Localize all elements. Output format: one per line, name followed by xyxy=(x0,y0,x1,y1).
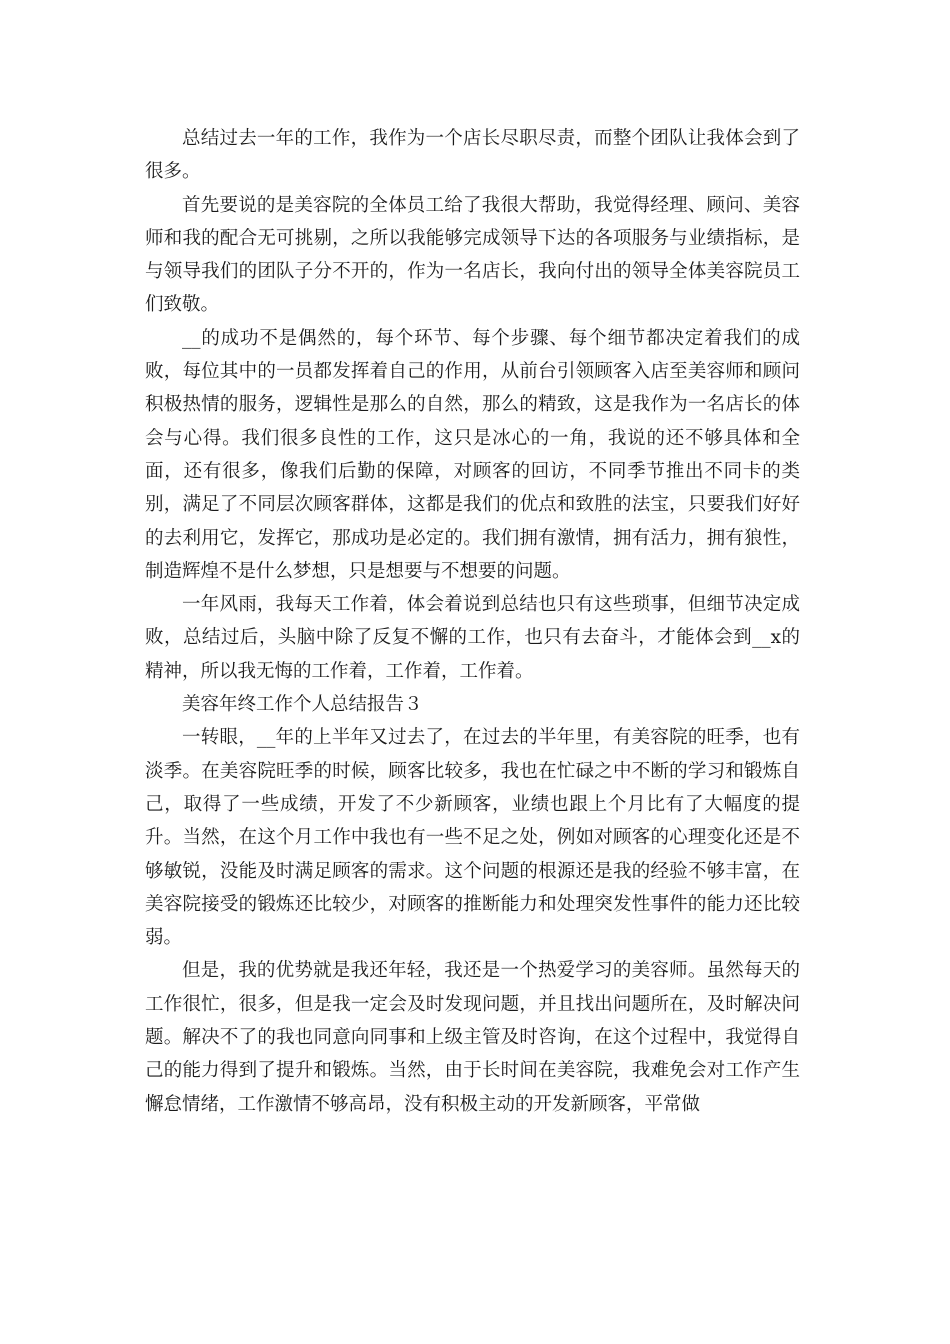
paragraph-success-details: __的成功不是偶然的，每个环节、每个步骤、每个细节都决定着我们的成败，每位其中的一员都发挥着自己的作用，从前台引领顾客入店至美容师和顾问积极热情的服务，逻辑性是那么的自然，那么的精致，这是我作为一名店长的体会与心得。我们很多良性的工作，这只是冰心的一角，我说的还不够具体和全面，还有很多，像我们后勤的保障，对顾客的回访，不同季节推出不同卡的类别，满足了不同层次顾客群体，这都是我们的优点和致胜的法宝，只要我们好好的去利用它，发挥它，那成功是必定的。我们拥有激情，拥有活力，拥有狼性，制造辉煌不是什么梦想，只是想要与不想要的问题。 xyxy=(145,327,800,582)
document-body xyxy=(145,122,800,1121)
paragraph-advantages: 但是，我的优势就是我还年轻，我还是一个热爱学习的美容师。虽然每天的工作很忙，很多，但是我一定会及时发现问题，并且找出问题所在，及时解决问题。解决不了的我也同意向同事和上级主管及时咨询，在这个过程中，我觉得自己的能力得到了提升和锻炼。当然，由于长时间在美容院，我难免会对工作产生懈怠情绪，工作激情不够高昂，没有积极主动的开发新顾客，平常做 xyxy=(145,960,800,1115)
section-heading: 美容年终工作个人总结报告３ xyxy=(182,694,423,716)
paragraph-half-year: 一转眼，__年的上半年又过去了，在过去的半年里，有美容院的旺季，也有淡季。在美容院旺季的时候，顾客比较多，我也在忙碌之中不断的学习和锻炼自己，取得了一些成绩，开发了不少新顾客，业绩也跟上个月比有了大幅度的提升。当然，在这个月工作中我也有一些不足之处，例如对顾客的心理变化还是不够敏锐，没能及时满足顾客的需求。这个问题的根源还是我的经验不够丰富，在美容院接受的锻炼还比较少，对顾客的推断能力和处理突发性事件的能力还比较弱。 xyxy=(145,727,800,949)
paragraph-summary-intro: 总结过去一年的工作，我作为一个店长尽职尽责，而整个团队让我体会到了很多。 xyxy=(145,128,800,183)
paragraph-year-reflection: 一年风雨，我每天工作着，体会着说到总结也只有这些琐事，但细节决定成败，总结过后，头脑中除了反复不懈的工作，也只有去奋斗，才能体会到__x的精神，所以我无悔的工作着，工作着，工作着。 xyxy=(145,594,800,682)
paragraph-staff-thanks: 首先要说的是美容院的全体员工给了我很大帮助，我觉得经理、顾问、美容师和我的配合无可挑剔，之所以我能够完成领导下达的各项服务与业绩指标，是与领导我们的团队子分不开的，作为一名店长，我向付出的领导全体美容院员工们致敬。 xyxy=(145,194,800,316)
